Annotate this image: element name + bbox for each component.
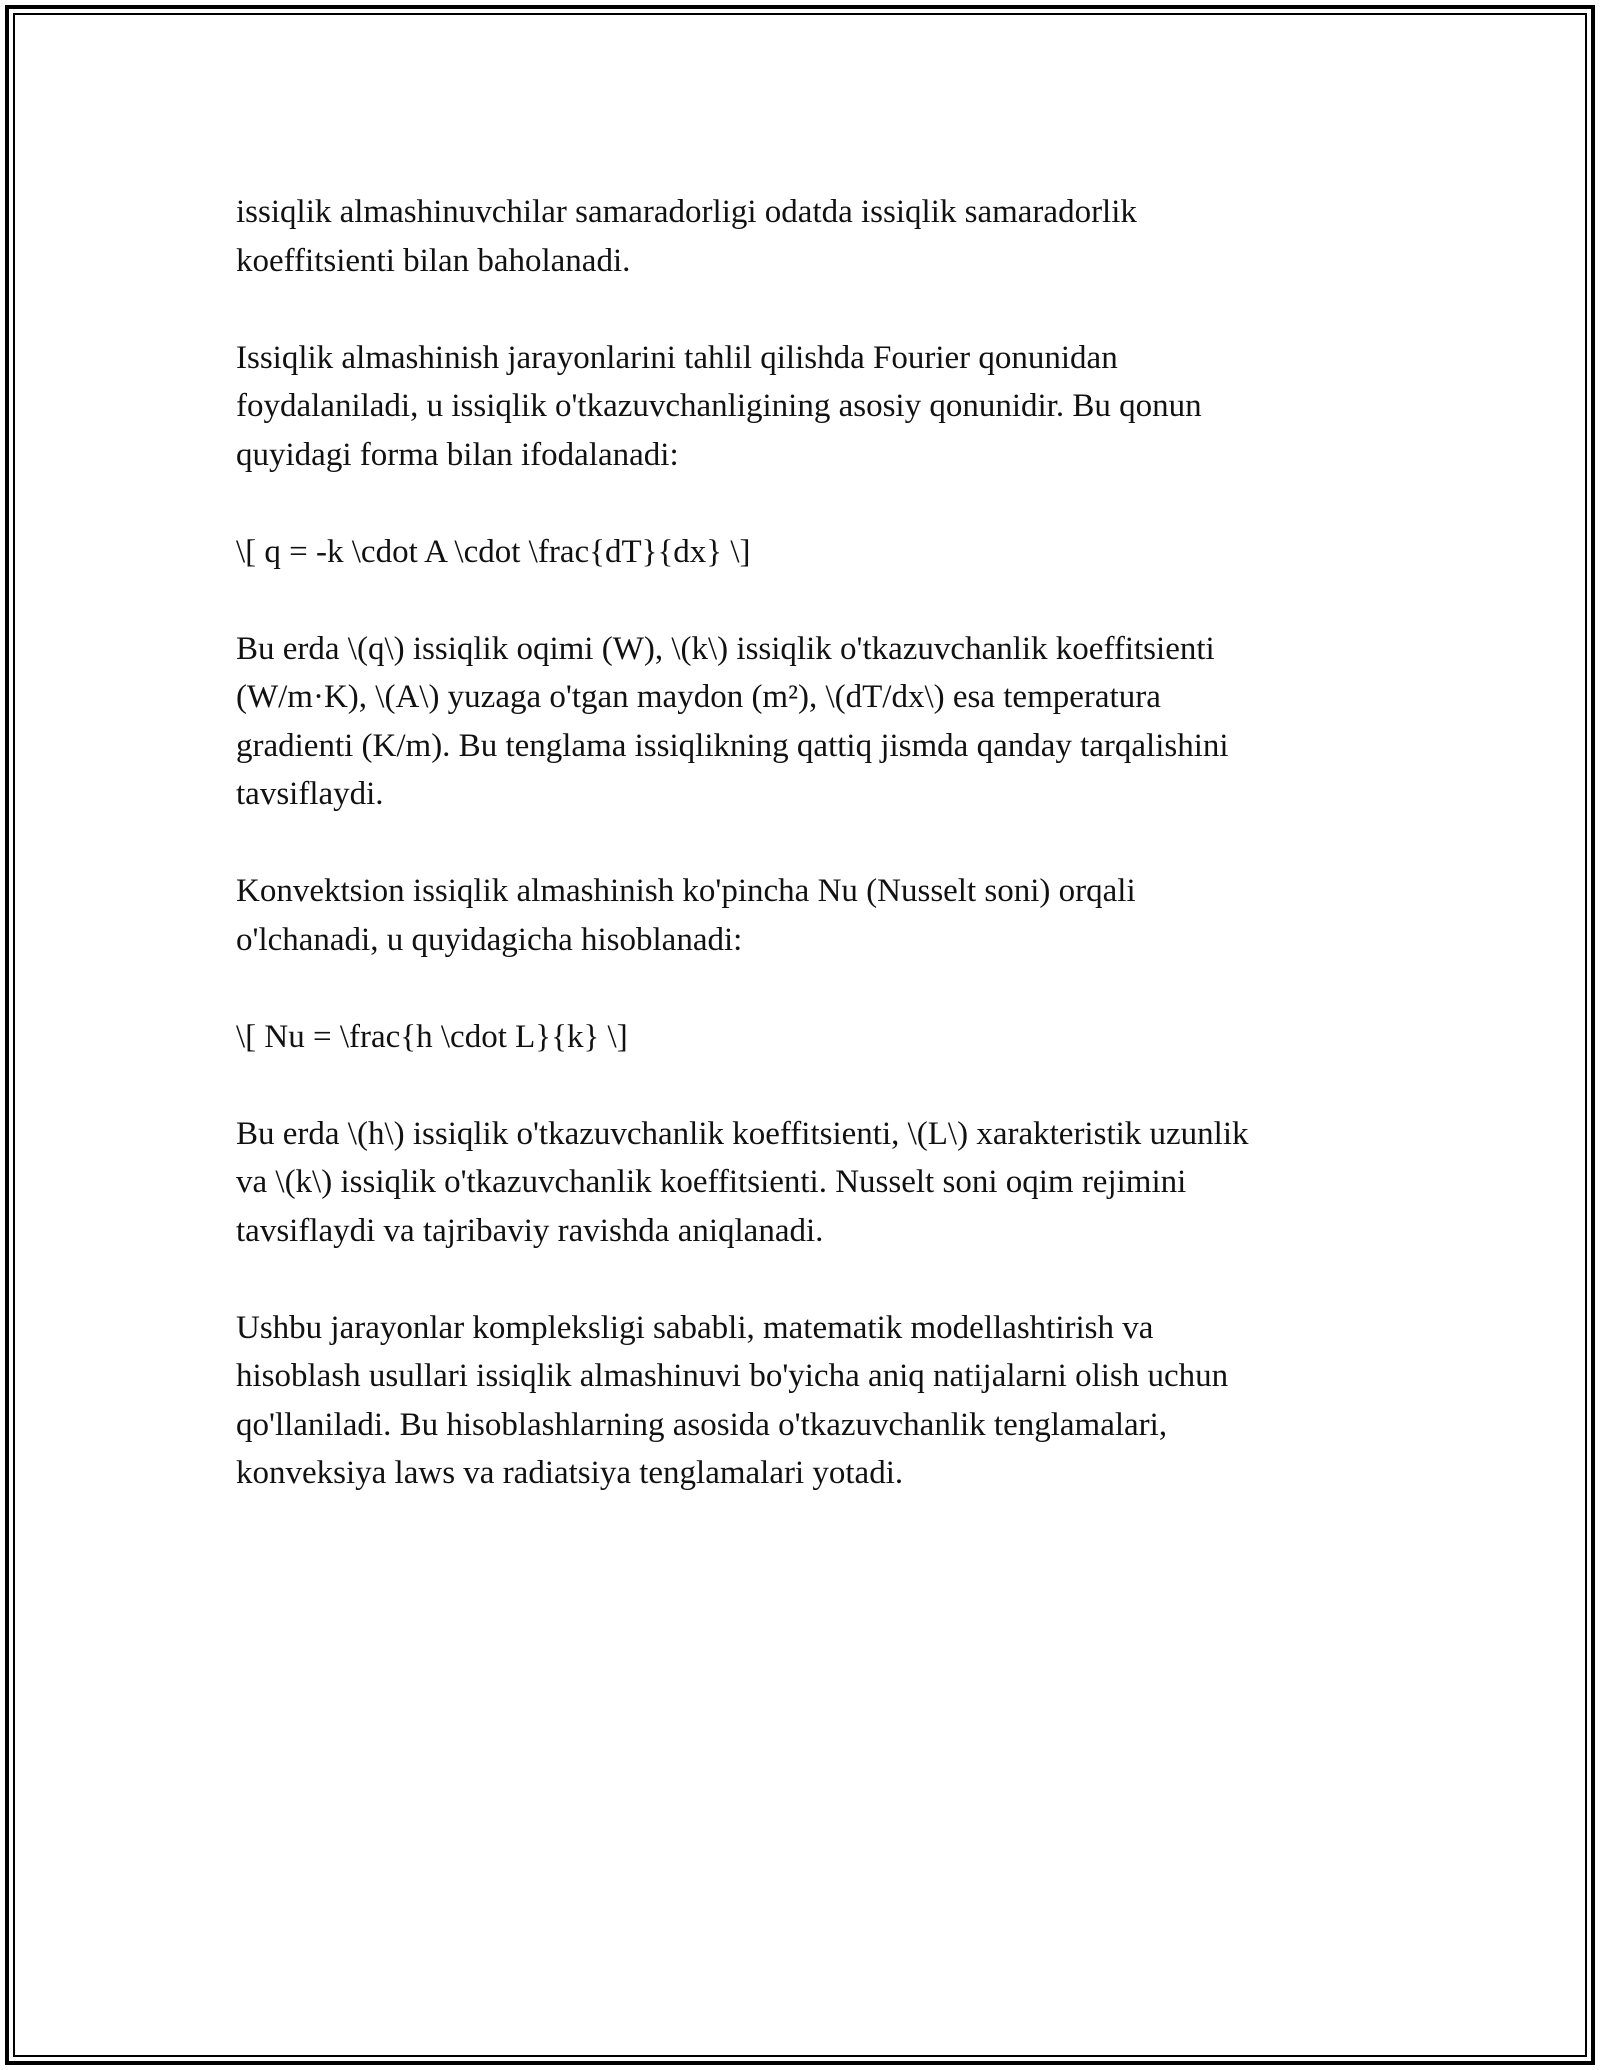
text-line: issiqlik almashinuvchilar samaradorligi odatda issiqlik samaradorlik (236, 194, 1137, 230)
text-line: Ushbu jarayonlar kompleksligi sababli, matematik modellashtirish va (236, 1309, 1154, 1346)
formula-line: \[ Nu = \frac{h \cdot L}{k} \] (236, 1018, 628, 1055)
paragraph-efficiency-intro (236, 188, 1376, 285)
formula-fourier (236, 528, 1376, 577)
document-body (236, 188, 1376, 1546)
paragraph-fourier-terms (236, 625, 1376, 819)
text-line: gradienti (K/m). Bu tenglama issiqlikning qattiq jismda qanday tarqalishini (236, 727, 1229, 764)
text-line: tavsiflaydi va tajribaviy ravishda aniqlanadi. (236, 1212, 824, 1249)
formula-line: \[ q = -k \cdot A \cdot \frac{dT}{dx} \] (236, 533, 751, 570)
paragraph-nusselt-terms (236, 1110, 1376, 1256)
text-line: quyidagi forma bilan ifodalanadi: (236, 436, 679, 473)
text-line: Bu erda \(q\) issiqlik oqimi (W), \(k\) issiqlik o'tkazuvchanlik koeffitsienti (236, 630, 1215, 667)
text-line: tavsiflaydi. (236, 776, 384, 812)
paragraph-convection (236, 867, 1376, 964)
text-line: Issiqlik almashinish jarayonlarini tahlil qilishda Fourier qonunidan (236, 339, 1118, 376)
text-line: foydalaniladi, u issiqlik o'tkazuvchanligining asosiy qonunidir. Bu qonun (236, 388, 1202, 424)
text-line: Bu erda \(h\) issiqlik o'tkazuvchanlik koeffitsienti, \(L\) xarakteristik uzunlik (236, 1115, 1249, 1152)
paragraph-modelling (236, 1304, 1376, 1498)
formula-nusselt (236, 1013, 1376, 1062)
text-line: qo'llaniladi. Bu hisoblashlarning asosida o'tkazuvchanlik tenglamalari, (236, 1406, 1168, 1443)
text-line: (W/m·K), \(A\) yuzaga o'tgan maydon (m²), \(dT/dx\) esa temperatura (236, 679, 1161, 715)
text-line: Konvektsion issiqlik almashinish ko'pincha Nu (Nusselt soni) orqali (236, 873, 1136, 909)
text-line: konveksiya laws va radiatsiya tenglamalari yotadi. (236, 1455, 904, 1491)
text-line: va \(k\) issiqlik o'tkazuvchanlik koeffitsienti. Nusselt soni oqim rejimini (236, 1164, 1187, 1200)
text-line: o'lchanadi, u quyidagicha hisoblanadi: (236, 921, 743, 958)
text-line: koeffitsienti bilan baholanadi. (236, 242, 631, 279)
text-line: hisoblash usullari issiqlik almashinuvi bo'yicha aniq natijalarni olish uchun (236, 1358, 1229, 1394)
paragraph-fourier-law (236, 334, 1376, 480)
